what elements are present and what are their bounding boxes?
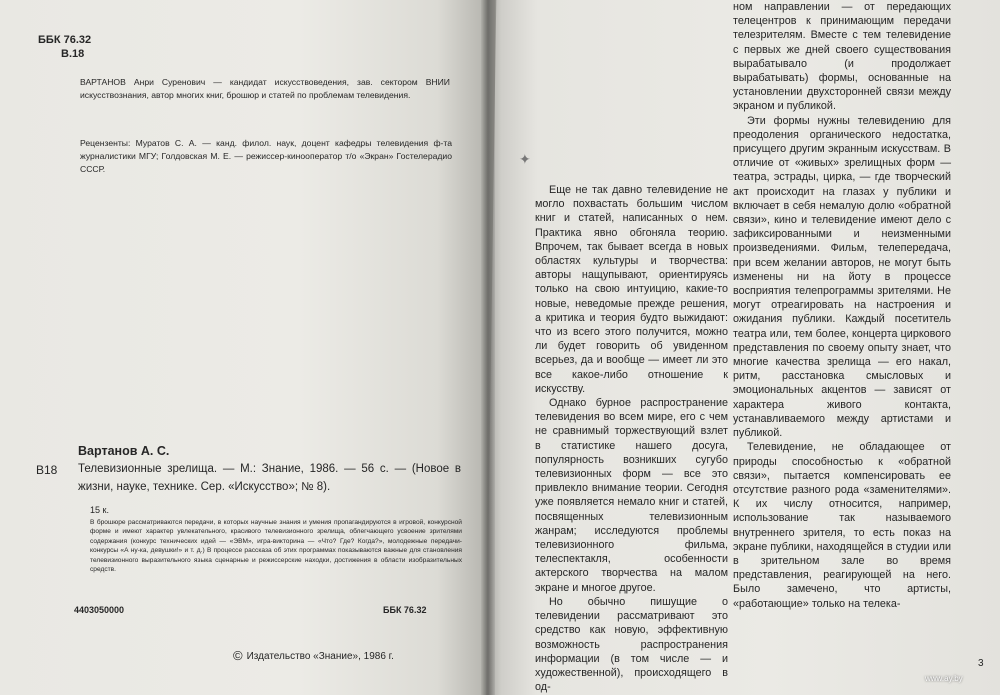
paragraph: Еще не так давно телевидение не могло похвастать большим числом книг и статей, написанных о нем. Практика явно обгоняла теорию. Впрочем, так бывает всегда в новых областях культуры и творчества: авторы нащупывают, ориентируясь только на свою интуицию, какие-то новые, неведомые прежде решения, а критика и теория будто выжидают: что из всего этого получится, можно ли будет говорить об увиденном всерьез, да и вообще — имеет ли это все какое-либо отношение к искусству. — [535, 184, 728, 395]
star-ornament-icon: ✦ — [519, 151, 531, 167]
copyright-text: Издательство «Знание», 1986 г. — [246, 651, 394, 662]
bbk-block — [38, 33, 91, 61]
catalog-number: 4403050000 — [74, 605, 125, 615]
left-page — [0, 0, 497, 695]
paragraph: ном направлении — от передающих телецентров к принимающим передачи телезрителям. Вместе с тем телевидение с первых же дней своего существования вырабатывало (и продолжает вырабатывать) формы, основанные на установлении двухсторонней связи между экраном и публикой. — [733, 1, 951, 113]
bbk-code: ББК 76.32 — [38, 34, 92, 46]
text-column-1 — [535, 183, 728, 694]
bbk-code-bottom: ББК 76.32 — [383, 605, 427, 615]
author-note: ВАРТАНОВ Анри Суренович — кандидат искусствоведения, зав. сектором ВНИИ искусствознания, автор многих книг, брошюр и статей по проблемам телевидения. — [80, 77, 450, 100]
paragraph: Эти формы нужны телевидению для преодоления органического недостатка, присущего другим экранным искусствам. В отличие от «живых» зрелищных форм — театра, эстрады, цирка, — где творческий акт происходит на глазах у публики и включает в себя немалую долю «обратной связи», кино и телевидение имеют дело с зафиксированными и неизменными произведениями. Фильм, телепередача, при всем желании авторов, не могут быть изменены ни на йоту в процессе восприятия телепрограммы зрителями. Не могут отреагировать на настроения и ожидания публики. Каждый посетитель театра или, тем более, концерта циркового представления по своему опыту знает, что многие качества зрелища — его накал, ритм, расстановка смысловых и эмоциональных акцентов — зависят от характера живого контакта, устанавливаемого между артистами и публикой. — [733, 114, 951, 440]
watermark: www.ay.by — [925, 674, 963, 683]
catalog-code: В18 — [36, 463, 58, 477]
page-number: 3 — [978, 658, 984, 669]
catalog-heading: Вартанов А. С. — [78, 444, 170, 458]
text-column-2 — [733, 0, 951, 611]
bbk-index: В.18 — [61, 48, 85, 60]
paragraph: Однако бурное распространение телевидения во всем мире, его с чем не сравнимый торжествующий взлет в статистике нашего досуга, популярность возникших сугубо телевизионных форм — все это привлекло внимание теории. Сегодня уже появляется немало книг и статей, посвященных телевизионным жанрам; исследуются проблемы телевизионного фильма, телеспектакля, особенности актерского творчества на малом экране и многое другое. — [535, 397, 728, 594]
copyright-symbol: © — [233, 648, 243, 663]
abstract: В брошюре рассматриваются передачи, в которых научные знания и умения пропагандируются в игровой, конкурсной форме и имеют характер увлекательного, красивого телевизионного зрелища, облегчающего усвоение зрителями содержания (конкурс технических идей — «ЭВМ», игра-викторина — «Что? Где? Когда?», молодежные передачи-конкурсы «А ну-ка, девушки!» и т. д.) В процессе рассказа об этих программах показываются важные для становления телевизионного выразительного языка сценарные и режиссерские находки, достижения в области изобразительных средств. — [90, 519, 462, 574]
paragraph: Но обычно пишущие о телевидении рассматривают это средство как новую, эффективную возможность распространения информации (в том числе — и художественной), происходящего в од- — [535, 595, 728, 694]
price: 15 к. — [90, 505, 109, 515]
bibliographic-record: Телевизионные зрелища. — М.: Знание, 1986. — 56 с. — (Новое в жизни, науке, технике. Сер. «Искусство»; № 8). — [78, 463, 461, 493]
book-gutter — [481, 0, 495, 695]
paragraph: Телевидение, не обладающее от природы способностью к «обратной связи», пытается компенсировать ее отсутствие разного рода «заменителями». К их числу относится, например, использование так называемого внутреннего зрителя, то есть показ на экране публики, находящейся в студии или в зрительном зале во время представления, реагирующей на него. Было замечено, что артисты, «работающие» только на телека- — [733, 441, 951, 610]
copyright-line — [233, 648, 394, 663]
reviewers: Рецензенты: Муратов С. А. — канд. филол. наук, доцент кафедры телевидения ф-та журналистики МГУ; Голдовская М. Е. — режиссер-кинооператор т/о «Экран» Гостелерадио СССР. — [80, 138, 452, 174]
